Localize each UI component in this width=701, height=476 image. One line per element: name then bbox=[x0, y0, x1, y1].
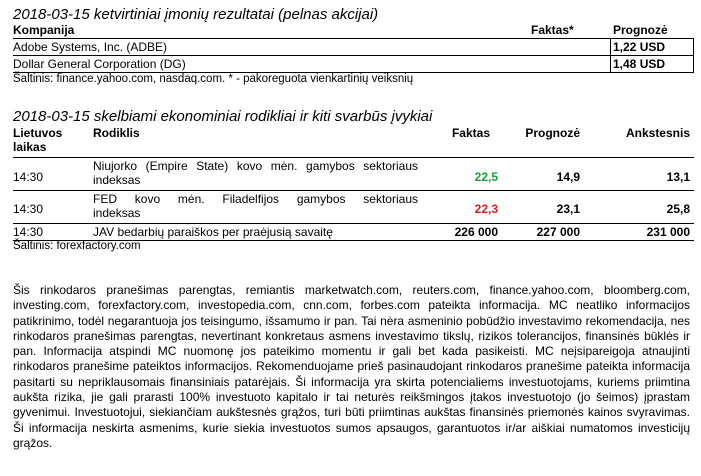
indicator-time: 14:30 bbox=[13, 225, 44, 239]
indicators-section-title: 2018-03-15 skelbiami ekonominiai rodikliai ir kiti svarbūs įvykiai bbox=[13, 108, 433, 125]
time-header-line: laikas bbox=[13, 140, 47, 154]
indicator-name bbox=[93, 192, 418, 220]
indicator-name-line: Niujorko (Empire State) kovo mėn. gamybos sektoriaus bbox=[93, 159, 418, 173]
indicator-actual: 22,3 bbox=[474, 202, 498, 216]
indicator-forecast: 227 000 bbox=[536, 225, 580, 239]
company-forecast: 1,22 USD bbox=[613, 40, 666, 54]
company-name: Adobe Systems, Inc. (ADBE) bbox=[13, 40, 168, 54]
previous-column-header: Ankstesnis bbox=[625, 126, 690, 140]
indicator-name: JAV bedarbių paraiškos per praėjusią savaitę bbox=[93, 225, 333, 239]
indicator-forecast: 23,1 bbox=[556, 202, 580, 216]
column-divider bbox=[693, 38, 694, 72]
indicator-time: 14:30 bbox=[13, 202, 44, 216]
actual-column-header: Faktas* bbox=[531, 23, 574, 37]
indicator-column-header: Rodiklis bbox=[93, 126, 140, 140]
earnings-source: Šaltinis: finance.yahoo.com, nasdaq.com. * - pakoreguota vienkartinių veiksnių bbox=[13, 73, 414, 85]
forecast-column-header: Prognozė bbox=[613, 23, 668, 37]
table-rule bbox=[13, 38, 694, 39]
indicator-previous: 25,8 bbox=[666, 202, 690, 216]
company-name: Dollar General Corporation (DG) bbox=[13, 57, 186, 71]
table-rule bbox=[13, 190, 694, 191]
earnings-section-title: 2018-03-15 ketvirtiniai įmonių rezultatai (pelnas akcijai) bbox=[13, 6, 379, 23]
indicator-previous: 13,1 bbox=[666, 170, 690, 184]
company-column-header: Kompanija bbox=[13, 23, 75, 37]
indicator-forecast: 14,9 bbox=[556, 170, 580, 184]
table-rule bbox=[13, 223, 694, 224]
actual-column-header: Faktas bbox=[451, 126, 490, 140]
indicator-actual: 22,5 bbox=[474, 170, 498, 184]
column-divider bbox=[610, 38, 611, 72]
indicator-name-line: FED kovo mėn. Filadelfijos gamybos sektoriaus bbox=[93, 192, 418, 206]
indicator-name bbox=[93, 159, 418, 187]
company-forecast: 1,48 USD bbox=[613, 57, 666, 71]
forecast-column-header: Prognozė bbox=[525, 126, 580, 140]
indicator-name-line: indeksas bbox=[93, 173, 141, 187]
indicator-name-line: indeksas bbox=[93, 206, 141, 220]
indicators-source: Šaltinis: forexfactory.com bbox=[13, 240, 141, 252]
indicator-time: 14:30 bbox=[13, 170, 44, 184]
disclaimer-text: Šis rinkodaros pranešimas parengtas, remiantis marketwatch.com, reuters.com, finance.yahoo.com, bloomberg.com, investing.com, forexfactory.com, investopedia.com, cnn.com, forbes.com pateikta informacija. MC neatliko informacijos patikrinimo, todėl negarantuoja jos teisingumo, išsamumo ir pan. Tai nėra asmeninio pobūdžio investavimo rekomendacija, nes rinkodaros pranešimas parengtas, nevertinant konkretaus asmens investavimo tikslų, rizikos tolerancijos, finansinės būklės ir pan. Informacija atspindi MC nuomonę jos pateikimo momentu ir gali bet kada pasikeisti. MC neįsipareigoja atnaujinti rinkodaros pranešime pateiktos informacijos. Rekomenduojame prieš pasinaudojant rinkodaros pranešime pateikta informacija pasitarti su nepriklausomais finansiniais patarėjais. Ši informacija yra skirta potencialiems investuotojams, kuriems priimtina aukšta rizika, jie gali prarasti 100% investuoto kapitalo ir tai neturės reikšmingos įtakos investuotojo (jo šeimos) įprastam gyvenimui. Investuotojui, siekiančiam aukštesnės grąžos, turi būti priimtinas aukštas finansinės priemonės kainos svyravimas. Ši informacija neskirta asmenims, kurie siekia investuotos sumos apsaugos, garantuotos ir/ar aiškiai numatomos investicijų grąžos. bbox=[13, 283, 690, 450]
table-rule bbox=[13, 55, 694, 56]
indicator-previous: 231 000 bbox=[646, 225, 690, 239]
table-rule bbox=[13, 157, 694, 158]
time-column-header bbox=[13, 126, 62, 154]
indicator-actual: 226 000 bbox=[454, 225, 498, 239]
time-header-line: Lietuvos bbox=[13, 126, 63, 140]
